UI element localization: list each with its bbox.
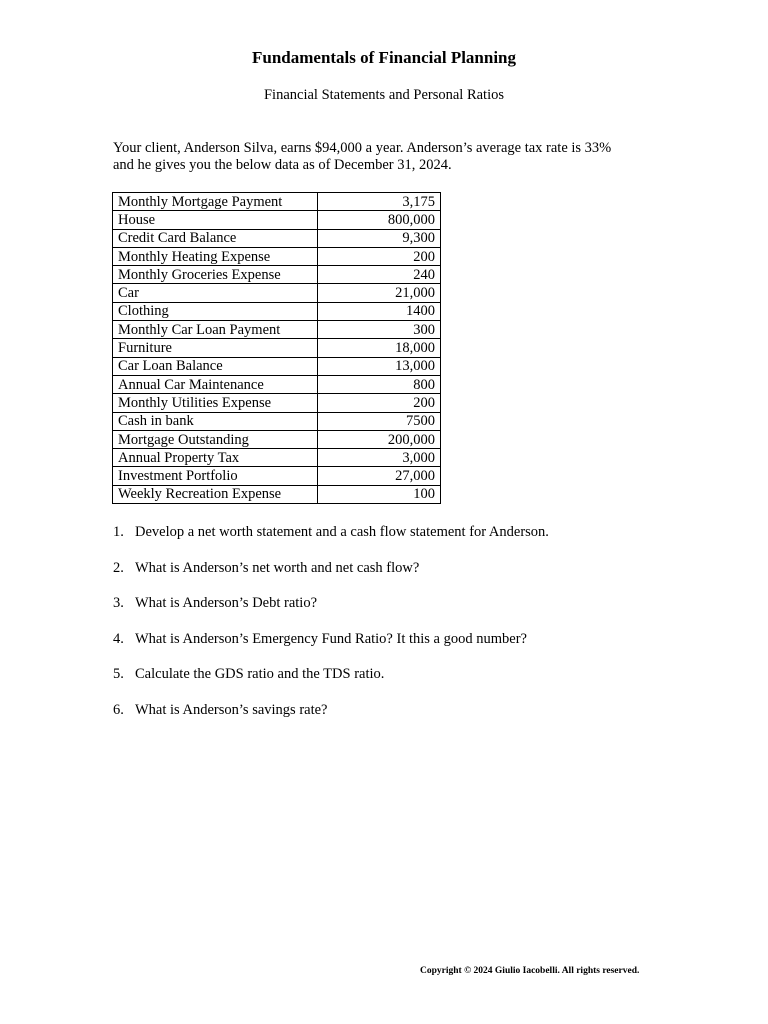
question-number: 3. xyxy=(113,595,124,612)
financial-data-table xyxy=(112,192,441,504)
row-value: 3,175 xyxy=(318,193,441,211)
row-label: Monthly Utilities Expense xyxy=(113,394,318,412)
row-label: Credit Card Balance xyxy=(113,229,318,247)
intro-line-2: and he gives you the below data as of December 31, 2024. xyxy=(113,157,452,173)
table-row xyxy=(113,339,441,357)
table-row xyxy=(113,284,441,302)
row-label: Weekly Recreation Expense xyxy=(113,485,318,503)
row-label: Car xyxy=(113,284,318,302)
row-label: Clothing xyxy=(113,302,318,320)
table-row xyxy=(113,357,441,375)
intro-line-1: Your client, Anderson Silva, earns $94,000 a year. Anderson’s average tax rate is 33% xyxy=(113,140,612,156)
row-label: Annual Car Maintenance xyxy=(113,375,318,393)
intro-paragraph xyxy=(113,140,673,174)
table-row xyxy=(113,321,441,339)
row-value: 21,000 xyxy=(318,284,441,302)
row-label: Monthly Car Loan Payment xyxy=(113,321,318,339)
question-text: What is Anderson’s Debt ratio? xyxy=(135,595,318,612)
table-row xyxy=(113,247,441,265)
table-row xyxy=(113,467,441,485)
table-row xyxy=(113,211,441,229)
row-value: 7500 xyxy=(318,412,441,430)
table-row xyxy=(113,449,441,467)
row-value: 18,000 xyxy=(318,339,441,357)
table-row xyxy=(113,266,441,284)
question-number: 5. xyxy=(113,666,124,683)
row-value: 240 xyxy=(318,266,441,284)
question-text: What is Anderson’s net worth and net cash flow? xyxy=(135,559,420,576)
question-number: 2. xyxy=(113,559,124,576)
question-item xyxy=(113,559,549,595)
row-value: 800 xyxy=(318,375,441,393)
table-row xyxy=(113,193,441,211)
question-item xyxy=(113,630,549,666)
question-item xyxy=(113,665,549,701)
financial-data-table-body xyxy=(113,193,441,504)
row-label: House xyxy=(113,211,318,229)
question-text: Calculate the GDS ratio and the TDS ratio. xyxy=(135,666,385,683)
question-text: What is Anderson’s Emergency Fund Ratio? It this a good number? xyxy=(135,630,527,647)
row-value: 200,000 xyxy=(318,430,441,448)
row-value: 9,300 xyxy=(318,229,441,247)
page-subtitle: Financial Statements and Personal Ratios xyxy=(263,87,504,103)
row-label: Annual Property Tax xyxy=(113,449,318,467)
row-label: Monthly Mortgage Payment xyxy=(113,193,318,211)
question-item xyxy=(113,701,549,737)
table-row xyxy=(113,394,441,412)
table-row xyxy=(113,430,441,448)
question-number: 6. xyxy=(113,701,124,718)
question-item xyxy=(113,594,549,630)
row-value: 200 xyxy=(318,247,441,265)
copyright-footer: Copyright © 2024 Giulio Iacobelli. All rights reserved. xyxy=(420,966,640,976)
row-label: Cash in bank xyxy=(113,412,318,430)
table-row xyxy=(113,485,441,503)
row-value: 3,000 xyxy=(318,449,441,467)
row-label: Monthly Heating Expense xyxy=(113,247,318,265)
question-list xyxy=(113,523,549,737)
row-label: Furniture xyxy=(113,339,318,357)
page-title: Fundamentals of Financial Planning xyxy=(251,48,517,67)
row-label: Car Loan Balance xyxy=(113,357,318,375)
row-value: 100 xyxy=(318,485,441,503)
row-value: 800,000 xyxy=(318,211,441,229)
table-row xyxy=(113,229,441,247)
row-value: 13,000 xyxy=(318,357,441,375)
row-label: Monthly Groceries Expense xyxy=(113,266,318,284)
table-row xyxy=(113,302,441,320)
row-label: Investment Portfolio xyxy=(113,467,318,485)
row-value: 300 xyxy=(318,321,441,339)
table-row xyxy=(113,412,441,430)
row-value: 200 xyxy=(318,394,441,412)
table-row xyxy=(113,375,441,393)
row-value: 1400 xyxy=(318,302,441,320)
question-text: Develop a net worth statement and a cash flow statement for Anderson. xyxy=(135,524,549,540)
row-label: Mortgage Outstanding xyxy=(113,430,318,448)
question-text: What is Anderson’s savings rate? xyxy=(135,701,328,718)
question-number: 1. xyxy=(113,524,124,540)
question-number: 4. xyxy=(113,630,124,647)
row-value: 27,000 xyxy=(318,467,441,485)
question-item xyxy=(113,523,549,559)
